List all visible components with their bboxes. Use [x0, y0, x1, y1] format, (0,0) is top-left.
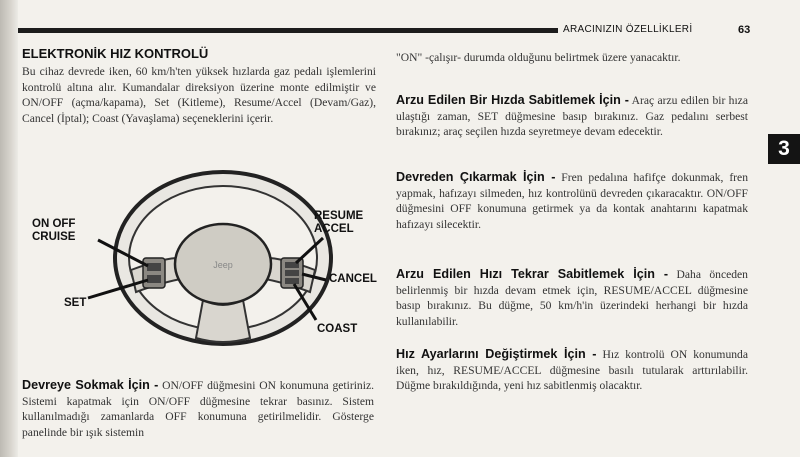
section-hiz-ayarlari-title: Hız Ayarlarını Değiştirmek İçin - — [396, 347, 597, 361]
continuation-paragraph: "ON" -çalışır- durumda olduğunu belirtmek üzere yanacaktır. — [396, 51, 681, 64]
section-tekrar-sabitleme — [396, 267, 748, 329]
running-header-title: ARACINIZIN ÖZELLİKLERİ — [563, 24, 693, 35]
section-arzu-sabitleme-title: Arzu Edilen Bir Hızda Sabitlemek İçin - — [396, 93, 629, 107]
label-cancel: CANCEL — [329, 273, 377, 285]
section-tekrar-sabitleme-title: Arzu Edilen Hızı Tekrar Sabitlemek İçin - — [396, 267, 669, 281]
section-devreden-cikarma-title: Devreden Çıkarmak İçin - — [396, 170, 556, 184]
steering-wheel-figure — [18, 160, 390, 380]
section-arzu-sabitleme — [396, 93, 748, 140]
devreye-title: Devreye Sokmak İçin - — [22, 378, 159, 392]
section-hiz-ayarlari-body: Hız kontrolü ON konumunda iken, hız, RESUME/ACCEL düğmesine basılı tutularak arttırılabilir. Düğme bırakıldığında, yeni hız sabitlenmiş olacaktır. — [396, 348, 748, 393]
label-resume-accel — [314, 210, 363, 236]
devreye-body: ON/OFF düğmesini ON konumuna getiriniz. Sistemi kapatmak için ON/OFF düğmesine tekrar basınız. Sistem kullanılmadığı zamanlarda OFF konumuna getirilmelidir. Gösterge panelinde bir ışık sistemin — [22, 379, 374, 439]
label-on-off-cruise — [32, 218, 75, 244]
label-on-off: ON OFF — [32, 218, 76, 230]
label-coast: COAST — [317, 323, 358, 335]
intro-paragraph: Bu cihaz devrede iken, 60 km/h'ten yüksek hızlarda gaz pedalı işlemlerini kontrolü altına alır. Kumandalar direksiyon üzerine monte edilmiştir ve ON/OFF (açma/kapama), Set (Kitleme), Resume/Accel (Devam/Gaz), Cancel (İptal); Coast (Yavaşlama) seçeneklerini içerir. — [22, 65, 376, 125]
section-title: ELEKTRONİK HIZ KONTROLÜ — [22, 46, 209, 61]
section-arzu-sabitleme-body: Araç arzu edilen bir hıza ulaştığı zaman, SET düğmesine basıp bırakınız. Gaz pedalını serbest bırakınız; araç seçilen hızda seyretmeye devam edecektir. — [396, 94, 748, 139]
page-number: 63 — [738, 24, 751, 36]
section-tekrar-sabitleme-body: Daha önceden belirlenmiş bir hızda devam etmek için, RESUME/ACCEL düğmesine basıp bırakınız. Bu düğme, 50 km/h'in üzerindeki herhangi bir hızda kullanılabilir. — [396, 268, 748, 328]
section-devreden-cikarma — [396, 170, 748, 232]
label-set: SET — [64, 297, 87, 309]
label-resume: RESUME — [314, 210, 364, 222]
chapter-tab: 3 — [768, 134, 800, 164]
label-cruise: CRUISE — [32, 231, 76, 243]
section-devreden-cikarma-body: Fren pedalına hafifçe dokunmak, fren yapmak, hafızayı silmeden, hız kontrolünü devreden çıkaracaktır. ON/OFF düğmesini OFF konumuna getirmek ya da kontak anahtarını kapatmak hafızayı silecektir. — [396, 171, 748, 231]
header-rule — [18, 28, 558, 33]
label-accel: ACCEL — [314, 223, 354, 235]
devreye-paragraph — [22, 378, 374, 440]
book-spine-shadow — [0, 0, 18, 457]
section-hiz-ayarlari — [396, 347, 748, 394]
steering-wheel-illustration — [18, 160, 390, 380]
svg-text:Jeep: Jeep — [213, 260, 233, 270]
